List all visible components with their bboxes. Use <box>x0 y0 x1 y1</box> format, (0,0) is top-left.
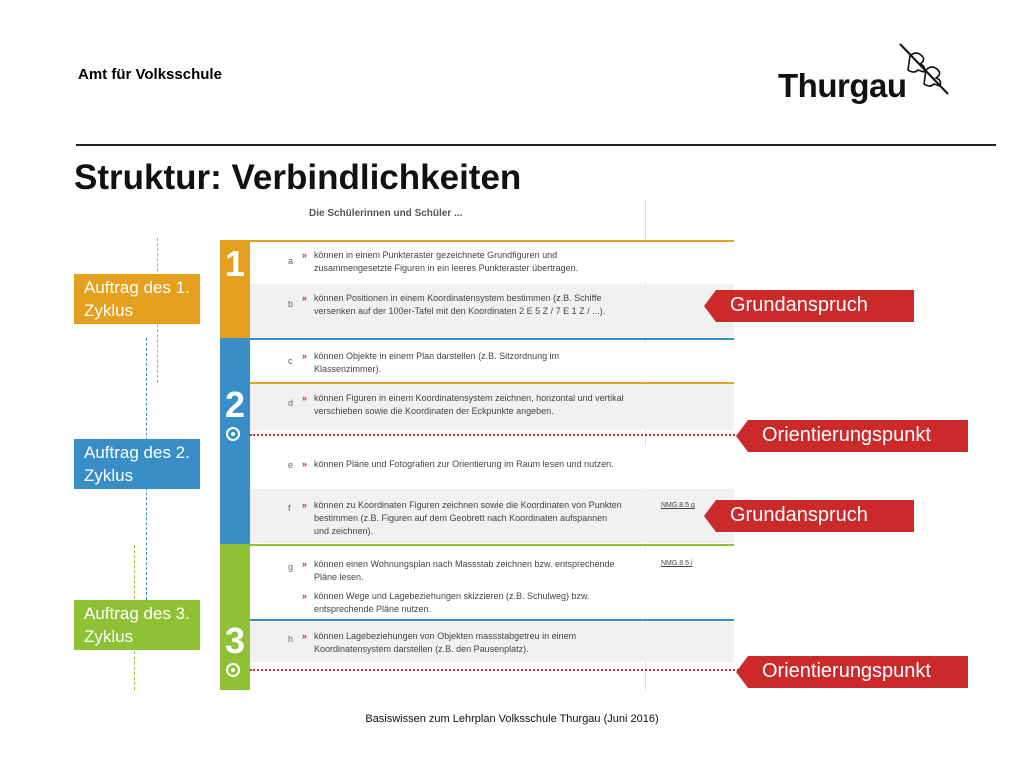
table-row: a <box>250 242 734 282</box>
table-row: e <box>250 446 734 488</box>
callout-orientierungspunkt: Orientierungspunkt <box>748 656 968 688</box>
row-separator <box>250 544 734 546</box>
callout-orientierungspunkt: Orientierungspunkt <box>748 420 968 452</box>
cycle2-number: 2 <box>224 384 246 425</box>
table-row: g <box>250 548 734 618</box>
row-separator <box>250 338 734 340</box>
curriculum-reference: NMG.8.5.i <box>661 560 693 567</box>
row-separator <box>250 619 734 621</box>
table-row: h <box>250 622 734 662</box>
row-text: » können Figuren in einem Koordinatensystem zeichnen, horizontal und vertikal verschieben sowie die Koordinaten der Eckpunkte angeben. <box>302 392 624 418</box>
row-text: » können Positionen in einem Koordinatensystem bestimmen (z.B. Schiffe versenken auf der 100er-Tafel mit den Koordinaten 2 E 5 Z / 7 E 1 Z / ...). <box>302 292 624 318</box>
page-title: Struktur: Verbindlichkeiten <box>74 158 522 197</box>
target-icon <box>226 663 240 677</box>
row-text: » können zu Koordinaten Figuren zeichnen sowie die Koordinaten von Punkten bestimmen (z.B. Figuren auf dem Geobrett nach Koordinaten aufspannen und zeichnen). <box>302 499 624 538</box>
cycle1-badge: Auftrag des 1. Zyklus <box>74 274 200 324</box>
cycle2-bar <box>220 338 250 544</box>
cycle3-badge: Auftrag des 3. Zyklus <box>74 600 200 650</box>
orientation-line <box>250 434 762 436</box>
excerpt-header: Die Schülerinnen und Schüler ... <box>309 208 463 219</box>
row-text: » können in einem Punkteraster gezeichnete Grundfiguren und zusammengesetzte Figuren in ein leeres Punkteraster übertragen. <box>302 249 624 275</box>
table-row: c <box>250 342 734 381</box>
row-separator <box>250 382 734 384</box>
cycle1-number: 1 <box>224 243 246 284</box>
curriculum-reference: NMG.8.5.g <box>661 502 695 509</box>
table-row: d <box>250 384 734 430</box>
row-text: » können Pläne und Fotografien zur Orientierung im Raum lesen und nutzen. <box>302 458 624 471</box>
org-name: Amt für Volksschule <box>78 66 222 83</box>
thurgau-crest-icon <box>896 42 950 96</box>
row-text: » können Objekte in einem Plan darstellen (z.B. Sitzordnung im Klassenzimmer). <box>302 350 624 376</box>
target-icon <box>226 427 240 441</box>
table-row: f <box>250 489 734 543</box>
table-row: b <box>250 284 734 337</box>
cycle3-number: 3 <box>224 620 246 661</box>
header-divider <box>76 144 996 146</box>
callout-grundanspruch: Grundanspruch <box>716 500 914 532</box>
footer-caption: Basiswissen zum Lehrplan Volksschule Thurgau (Juni 2016) <box>365 713 659 725</box>
cycle2-badge: Auftrag des 2. Zyklus <box>74 439 200 489</box>
orientation-line <box>250 669 762 671</box>
curriculum-excerpt <box>220 200 734 690</box>
row-text: » können Lagebeziehungen von Objekten massstabgetreu in einem Koordinatensystem darstellen (z.B. den Pausenplatz). <box>302 630 624 656</box>
row-text: » können einen Wohnungsplan nach Massstab zeichnen bzw. entsprechende Pläne lesen. » können Wege und Lagebeziehungen skizzieren (z.B. Schulweg) bzw. entsprechende Pläne nutzen. <box>302 558 624 616</box>
brand-wordmark: Thurgau <box>778 67 907 104</box>
callout-grundanspruch: Grundanspruch <box>716 290 914 322</box>
row-separator <box>250 240 734 242</box>
